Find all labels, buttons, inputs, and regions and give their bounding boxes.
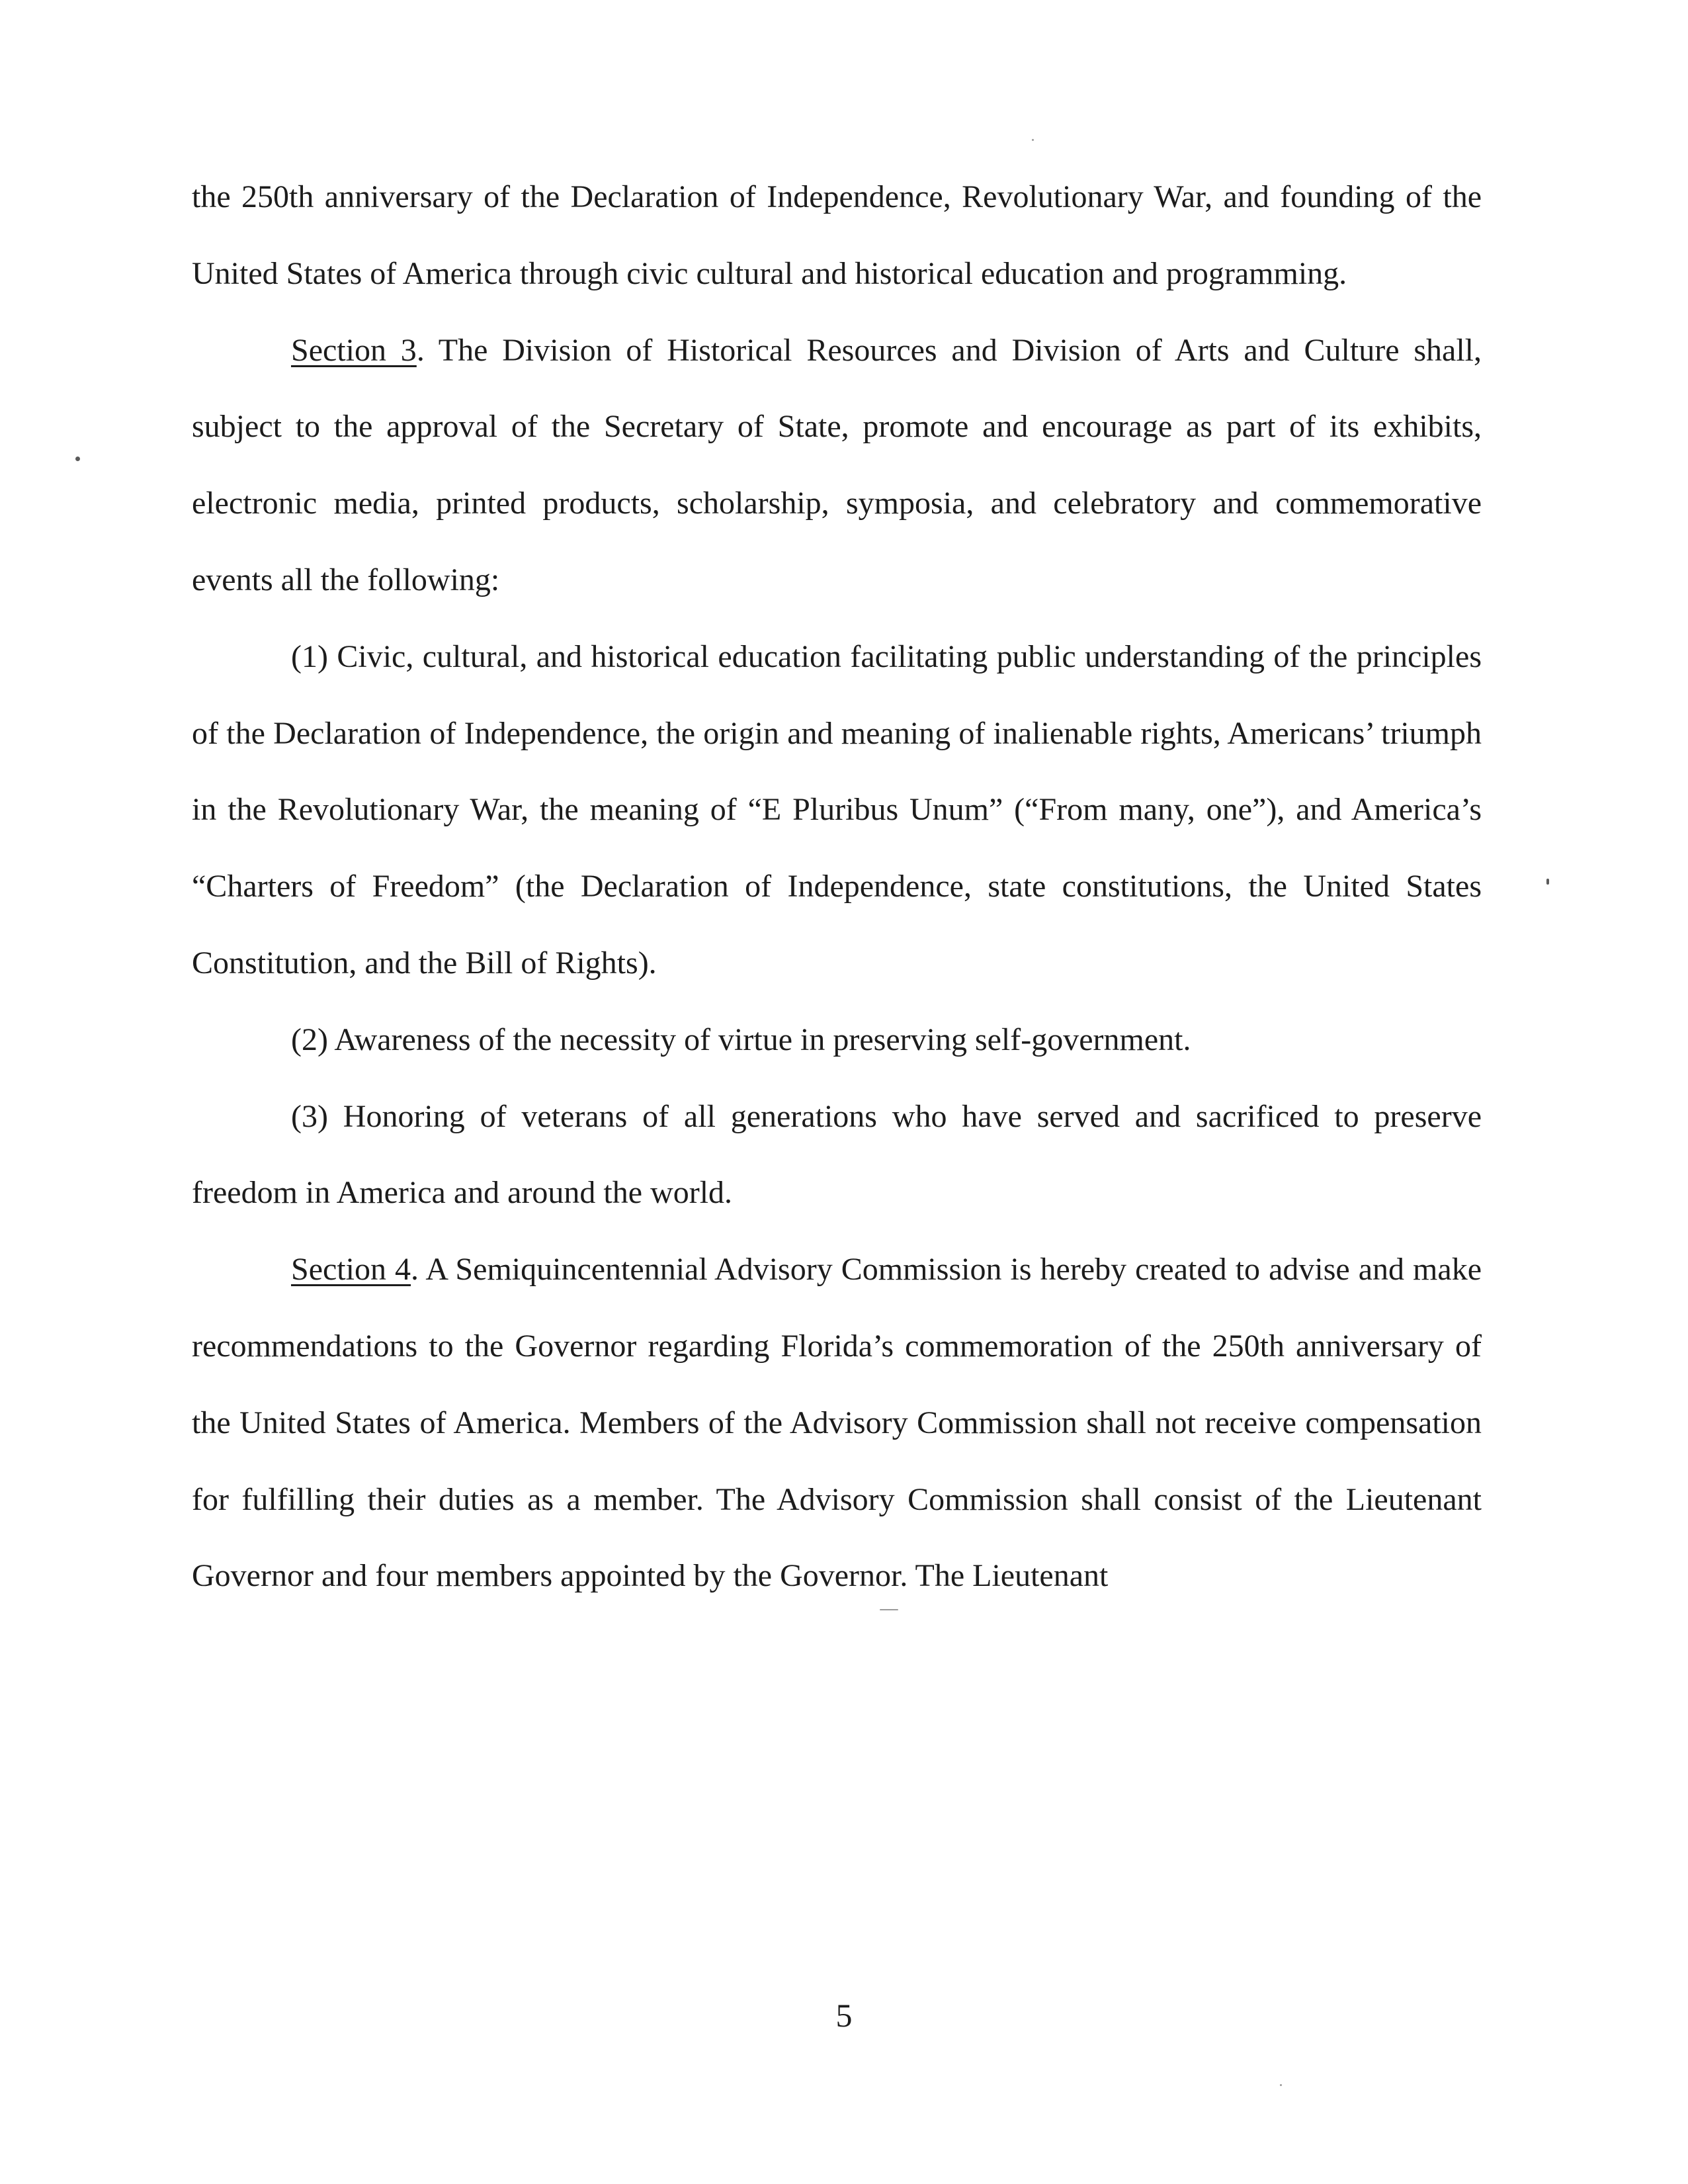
paragraph-section-4 — [192, 1231, 1482, 1614]
paragraph-text: the 250th anniversary of the Declaration of Independence, Revolutionary War, and founding of the United States of America through civic cultural and historical education and programming. — [192, 179, 1482, 291]
paragraph-text: (3) Honoring of veterans of all generations who have served and sacrificed to preserve freedom in America and around the world. — [192, 1098, 1482, 1211]
scan-speck — [880, 1609, 898, 1610]
document-body — [192, 159, 1482, 1614]
scan-speck — [1280, 2084, 1282, 2086]
scan-speck — [1546, 879, 1549, 885]
page-number: 5 — [835, 1997, 853, 2034]
paragraph-text: (1) Civic, cultural, and historical education facilitating public understanding of the principles of the Declaration of Independence, the origin and meaning of inalienable rights, Americans’ triumph in the Revolutionary War, the meaning of “E Pluribus Unum” (“From many, one”), and America’s “Charters of Freedom” (the Declaration of Independence, state constitutions, the United States Constitution, and the Bill of Rights). — [192, 638, 1482, 981]
paragraph-text: (2) Awareness of the necessity of virtue in preserving self-government. — [291, 1022, 1191, 1057]
scan-speck — [75, 457, 80, 461]
list-item-3 — [192, 1078, 1482, 1232]
paragraph-continuation — [192, 159, 1482, 312]
paragraph-text: . The Division of Historical Resources and Division of Arts and Culture shall, subject to the approval of the Secretary of State, promote and encourage as part of its exhibits, electronic media, printed products, scholarship, symposia, and celebratory and commemorative events all the following: — [192, 332, 1482, 597]
list-item-1 — [192, 619, 1482, 1002]
list-item-2 — [192, 1002, 1482, 1078]
section-3-heading: Section 3 — [291, 332, 417, 368]
scan-speck — [1032, 139, 1034, 141]
paragraph-section-3 — [192, 312, 1482, 619]
paragraph-text: . A Semiquincentennial Advisory Commission is hereby created to advise and make recommendations to the Governor regarding Florida’s commemoration of the 250th anniversary of the United States of America. Members of the Advisory Commission shall not receive compensation for fulfilling their duties as a member. The Advisory Commission shall consist of the Lieutenant Governor and four members appointed by the Governor. The Lieutenant — [192, 1252, 1482, 1594]
section-4-heading: Section 4 — [291, 1252, 411, 1288]
